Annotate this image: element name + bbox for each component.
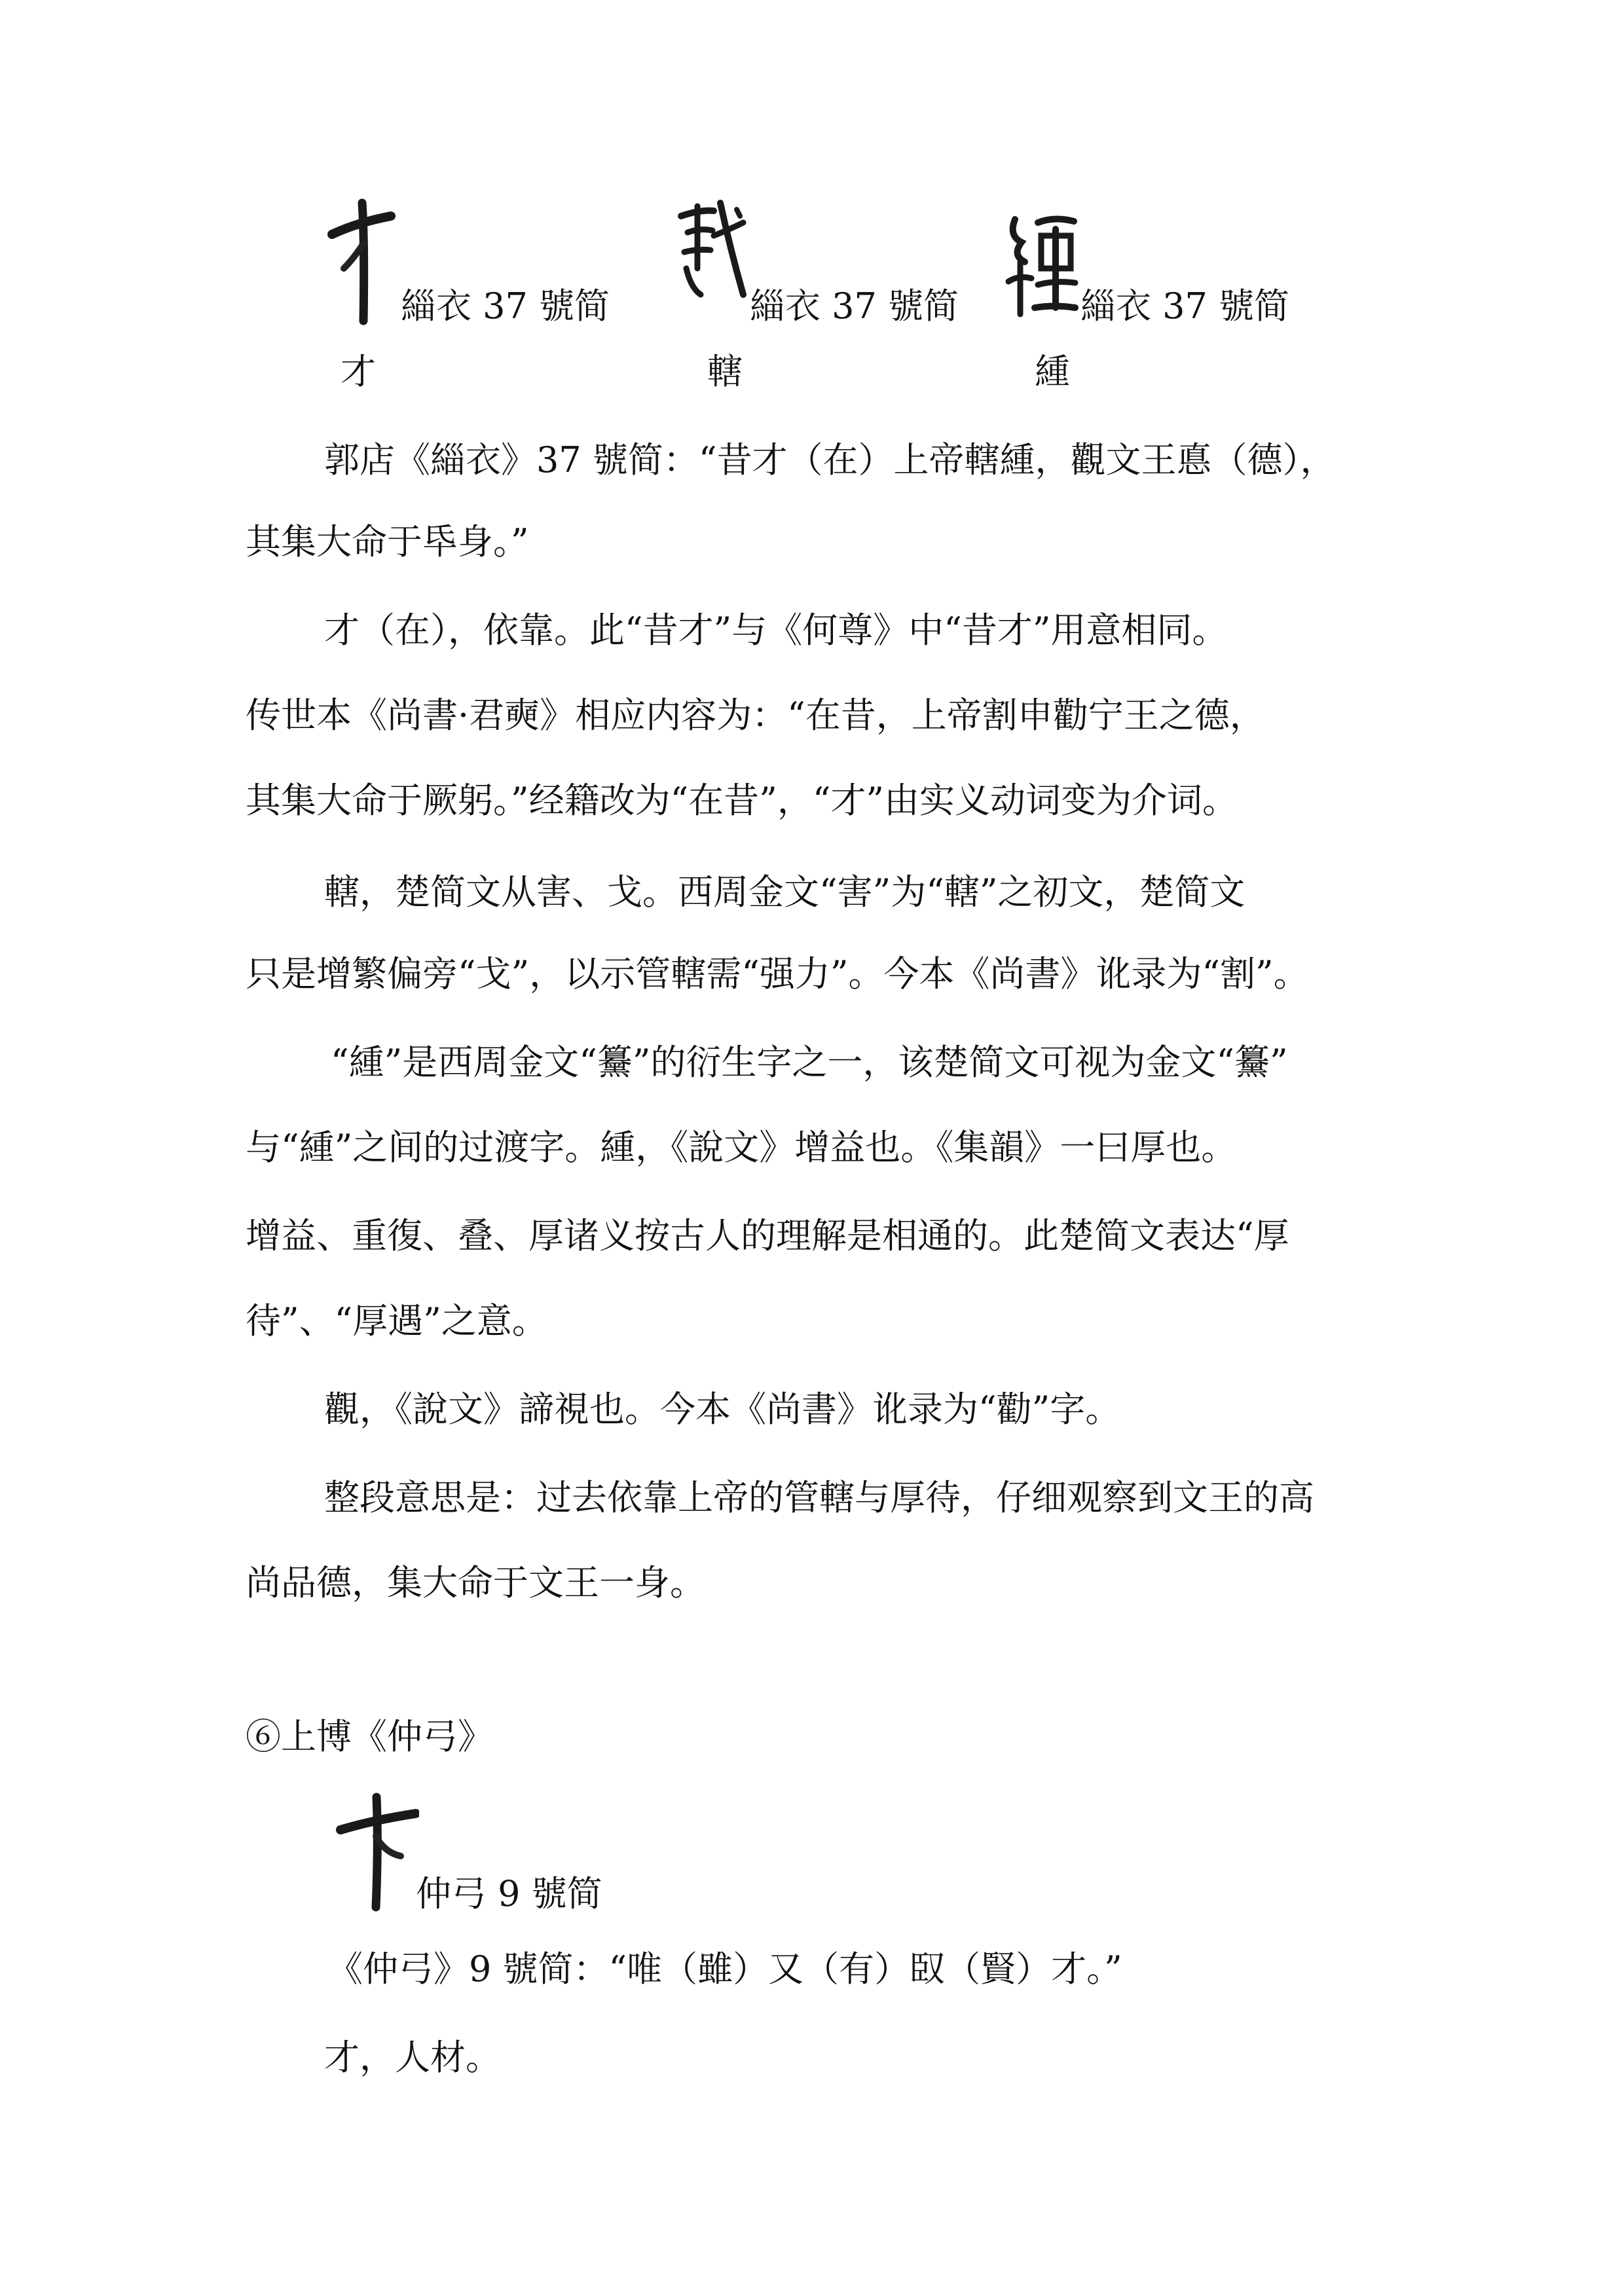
glyph-transcription: 緟 xyxy=(1035,351,1070,392)
body-line: 觀，《說文》諦視也。今本《尚書》讹录为“勸”字。 xyxy=(324,1389,1121,1430)
glyph-transcription: 才 xyxy=(341,351,376,392)
bamboo-slip-glyph-cai-image xyxy=(334,1791,419,1912)
body-line: 才（在），依靠。此“昔才”与《何尊》中“昔才”用意相同。 xyxy=(324,610,1228,651)
glyph-caption: 仲弓 9 號简 xyxy=(416,1873,602,1914)
body-line: 其集大命于厥躬。”经籍改为“在昔”，“才”由实义动词变为介词。 xyxy=(246,780,1238,821)
glyph-caption: 緇衣 37 號简 xyxy=(401,285,610,327)
glyph-caption: 緇衣 37 號简 xyxy=(750,285,959,327)
body-line: 整段意思是：过去依靠上帝的管轄与厚待，仔细观察到文王的高 xyxy=(324,1477,1314,1518)
body-line: 其集大命于氒身。” xyxy=(246,521,529,562)
body-line: 待”、“厚遇”之意。 xyxy=(246,1300,547,1341)
bamboo-slip-glyph-xia-image xyxy=(674,196,747,321)
glyph-transcription: 轄 xyxy=(707,351,743,392)
body-line: 增益、重復、叠、厚诸义按古人的理解是相通的。此楚简文表达“厚 xyxy=(246,1215,1289,1256)
body-line: 传世本《尚書·君奭》相应内容为：“在昔，上帝割申勸宁王之德， xyxy=(246,695,1265,736)
body-line: “緟”是西周金文“䵵”的衍生字之一，该楚简文可视为金文“䵵” xyxy=(331,1042,1288,1083)
section-heading: ⑥上博《仲弓》 xyxy=(246,1716,493,1757)
body-line: 尚品德，集大命于文王一身。 xyxy=(246,1562,705,1603)
glyph-caption: 緇衣 37 號简 xyxy=(1080,285,1290,327)
bamboo-slip-glyph-chong-image xyxy=(1002,210,1080,327)
body-line: 才，人材。 xyxy=(324,2037,501,2078)
bamboo-slip-glyph-cai-image xyxy=(324,196,396,327)
body-line: 只是增繁偏旁“戈”，以示管轄需“强力”。今本《尚書》讹录为“割”。 xyxy=(246,953,1309,994)
body-line: 与“緟”之间的过渡字。緟，《說文》增益也。《集韻》一曰厚也。 xyxy=(246,1127,1237,1168)
body-line: 轄，楚简文从害、戈。西周金文“害”为“轄”之初文，楚简文 xyxy=(324,871,1246,913)
body-line: 郭店《緇衣》37 號简：“昔才（在）上帝轄緟，觀文王悳（德）， xyxy=(324,439,1336,481)
body-line: 《仲弓》9 號简：“唯（雖）又（有）臤（賢）才。” xyxy=(327,1948,1122,1990)
